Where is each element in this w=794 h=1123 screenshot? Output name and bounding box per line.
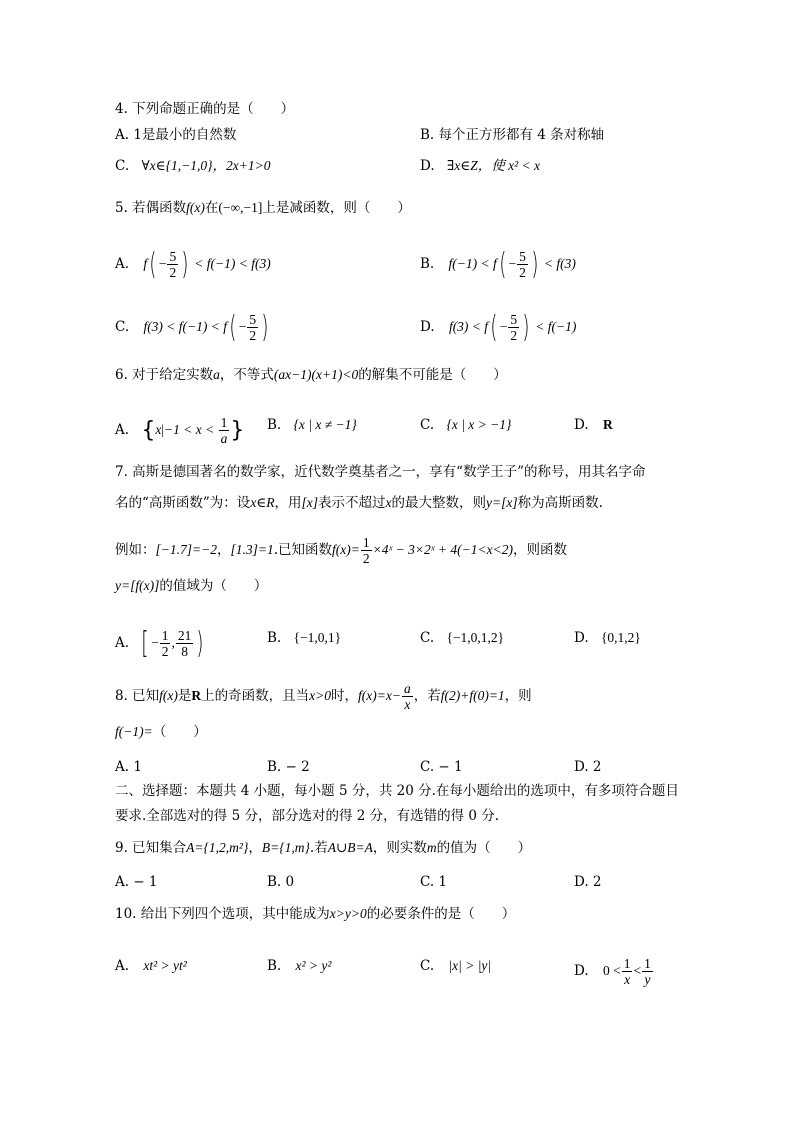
q5-option-a: A. f( − $\frac{5}{2}$ ) < f(−1) < f(3) xyxy=(115,246,271,282)
q7-line-4 xyxy=(115,576,267,596)
q7-option-a: A. [ − $\frac{1}{2}$ , $\frac{21}{8}$ ) xyxy=(115,625,204,661)
q5-c-label: C. xyxy=(115,319,130,335)
q7-l2-math4: y=[x] xyxy=(486,495,518,510)
q5-option-d: D. f(3) < f( − $\frac{5}{2}$ ) < f(−1) xyxy=(420,309,577,345)
q7-l3-text3: .已知函数 xyxy=(273,542,333,558)
q8-option-c: C. − 1 xyxy=(420,759,463,775)
q8-stem-cond: x>0 xyxy=(309,688,332,703)
q4-c-math: ∀x∈{1,−1,0}，2x+1>0 xyxy=(141,158,271,173)
q4-d-label: D. xyxy=(420,158,435,174)
q6-option-b: B. {x | x ≠ −1} xyxy=(267,417,357,433)
q9-option-a: A. − 1 xyxy=(115,874,158,890)
q4-option-d xyxy=(420,156,540,176)
q6-stem-var: a xyxy=(213,367,220,382)
q5-a-den: 2 xyxy=(169,265,177,280)
q6-option-c: C. {x | x > −1} xyxy=(420,417,512,433)
q8-option-a: A. 1 xyxy=(115,759,142,775)
q5-stem xyxy=(115,198,411,218)
q5-stem-text2: 在 xyxy=(204,200,219,216)
q6-d-value: R xyxy=(602,417,613,432)
q7-l2-text3: 表示不超过 xyxy=(318,495,386,511)
q10-stem xyxy=(115,904,515,924)
q9-stem-setB: B={1,m} xyxy=(261,840,310,855)
q9-stem-text5: 的值为（ ） xyxy=(436,840,532,856)
q7-option-d xyxy=(574,628,641,648)
q7-l2-text4: 的最大整数，则 xyxy=(391,495,487,511)
q8-stem-text5: ，若 xyxy=(413,688,441,704)
section2-line-2: 要求.全部选对的得 5 分，部分选对的得 2 分，有选错的得 0 分. xyxy=(115,808,500,824)
q10-d-pre: 0 < xyxy=(602,963,621,978)
q6-option-a: A. {x|−1 < x < $\frac{1}{a}$ } xyxy=(115,415,245,446)
q6-b-label: B. xyxy=(267,417,282,433)
q7-l3-text2: ， xyxy=(216,542,231,558)
q8-option-d: D. 2 xyxy=(574,759,602,775)
q7-l3-text: 例如： xyxy=(115,542,156,558)
q5-c-num: 5 xyxy=(249,312,257,327)
q4-option-b: B. 每个正方形都有 4 条对称轴 xyxy=(420,127,605,143)
q5-a-label: A. xyxy=(115,256,130,272)
q7-l2-math1: x∈R xyxy=(250,495,275,510)
q8-stem: 8. 已知f(x)是R上的奇函数，且当x>0时，f(x)=x− $\frac{a}{x}$ ，若f(2)+f(0)=1，则 xyxy=(115,681,532,712)
q6-a-label: A. xyxy=(115,422,130,438)
q7-l2-text5: 称为高斯函数. xyxy=(517,495,603,511)
q10-b-label: B. xyxy=(267,958,282,974)
q9-stem-text4: ，则实数 xyxy=(372,840,427,856)
q7-l3-math3: f(x)= xyxy=(332,542,360,557)
q7-c-label: C. xyxy=(420,630,435,646)
q7-l2-math3: x xyxy=(385,495,392,510)
q8-stem-fx2: f(x)=x− xyxy=(358,688,401,703)
q10-b-value: x² > y² xyxy=(295,958,332,973)
q6-c-label: C. xyxy=(420,417,435,433)
q6-option-d xyxy=(574,415,613,435)
q8-stem-eq: f(2)+f(0)=1 xyxy=(440,688,505,703)
q5-b-num: 5 xyxy=(519,249,526,264)
q7-l3-math1: [−1.7]=−2 xyxy=(155,542,217,557)
q8-stem-text6: ，则 xyxy=(504,688,532,704)
q7-b-label: B. xyxy=(267,630,282,646)
q9-stem-setA: A={1,2,m²} xyxy=(186,840,249,855)
q8-l2-math: f(−1)= xyxy=(115,724,153,739)
q10-option-b xyxy=(267,956,331,976)
q9-stem-text2: ， xyxy=(248,840,262,856)
q4-d-math: ∃x∈Z，使 x² < x xyxy=(446,158,541,173)
q7-l4-text: 的值域为（ ） xyxy=(159,578,268,594)
q10-stem-cond: x>y>0 xyxy=(329,906,367,921)
q6-stem-text3: 的解集不可能是（ ） xyxy=(358,367,507,383)
q7-line-1: 7. 高斯是德国著名的数学家，近代数学奠基者之一，享有“数学王子”的称号，用其名字命 xyxy=(115,464,646,480)
q8-line-2 xyxy=(115,722,207,742)
q8-stem-fx: f(x) xyxy=(159,688,178,703)
q6-stem-text: 6. 对于给定实数 xyxy=(115,367,214,383)
q9-option-b: B. 0 xyxy=(267,874,295,890)
q7-l4-math: y=[f(x)] xyxy=(115,578,160,593)
q10-a-value: xt² > yt² xyxy=(143,958,187,973)
q4-option-c xyxy=(115,156,270,176)
q5-stem-text: 5. 若偶函数 xyxy=(115,200,187,216)
q9-option-d: D. 2 xyxy=(574,874,602,890)
q5-b-den: 2 xyxy=(519,265,526,280)
q5-a-num: 5 xyxy=(169,249,177,264)
q7-l3-math2: [1.3]=1 xyxy=(230,542,274,557)
q8-stem-R: R xyxy=(191,688,202,703)
q5-stem-text3: 上是减函数，则（ ） xyxy=(262,200,411,216)
q9-option-c: C. 1 xyxy=(420,874,448,890)
q5-d-label: D. xyxy=(420,319,435,335)
q7-b-value: {−1,0,1} xyxy=(293,630,342,645)
q4-stem: 4. 下列命题正确的是（ ） xyxy=(115,101,295,117)
q7-l2-text2: ，用 xyxy=(274,495,302,511)
q9-stem-union: A∪B=A xyxy=(327,840,373,855)
q9-stem-text3: .若 xyxy=(309,840,328,856)
q7-option-b xyxy=(267,628,341,648)
q7-l3-text4: ，则函数 xyxy=(512,542,567,558)
q7-option-c xyxy=(420,628,504,648)
q4-option-a: A. 1是最小的自然数 xyxy=(115,127,237,143)
q10-d-label: D. xyxy=(574,963,589,979)
q8-option-b: B. − 2 xyxy=(267,759,310,775)
q7-d-value: {0,1,2} xyxy=(600,630,641,645)
q4-c-label: C. xyxy=(115,158,130,174)
q10-option-c xyxy=(420,956,491,976)
section2-line-1: 二、选择题：本题共 4 小题，每小题 5 分，共 20 分.在每小题给出的选项中，有多项符合题目 xyxy=(115,783,679,799)
q8-stem-text4: 时， xyxy=(331,688,359,704)
q10-a-label: A. xyxy=(115,958,130,974)
q5-option-c: C. f(3) < f(−1) < f( − $\frac{5}{2}$ ) xyxy=(115,309,269,345)
q7-a-label: A. xyxy=(115,635,130,651)
q6-stem-text2: ，不等式 xyxy=(219,367,274,383)
q5-option-b: B. f(−1) < f( − $\frac{5}{2}$ ) < f(3) xyxy=(420,246,576,282)
q7-l2-math2: [x] xyxy=(301,495,319,510)
q9-stem-text: 9. 已知集合 xyxy=(115,840,187,856)
q9-stem-m: m xyxy=(426,840,437,855)
q9-stem xyxy=(115,838,531,858)
q6-stem-ineq: (ax−1)(x+1)<0 xyxy=(273,367,359,382)
q7-line-2 xyxy=(115,493,603,513)
q6-stem xyxy=(115,365,507,385)
q5-stem-interval: (−∞,−1] xyxy=(218,200,263,215)
q6-d-label: D. xyxy=(574,417,589,433)
q7-l3-math4: ×4ˣ − 3×2ˣ + 4(−1<x<2) xyxy=(372,542,513,557)
q10-option-d: D. 0 < $\frac{1}{x}$ < $\frac{1}{y}$ xyxy=(574,956,651,987)
q8-stem-text3: 上的奇函数，且当 xyxy=(201,688,310,704)
q10-stem-text2: 的必要条件的是（ ） xyxy=(366,906,516,922)
q10-stem-text: 10. 给出下列四个选项，其中能成为 xyxy=(115,906,330,922)
q7-c-value: {−1,0,1,2} xyxy=(446,630,505,645)
q5-b-label: B. xyxy=(420,256,435,272)
q5-d-den: 2 xyxy=(510,328,518,343)
q8-stem-text: 8. 已知 xyxy=(115,688,160,704)
q7-d-label: D. xyxy=(574,630,589,646)
q7-line-3: 例如：[−1.7]=−2，[1.3]=1.已知函数f(x)= $\frac{1}{2}$ ×4ˣ − 3×2ˣ + 4(−1<x<2)，则函数 xyxy=(115,535,567,566)
q5-stem-fx: f(x) xyxy=(186,200,205,215)
q8-l2-text: （ ） xyxy=(152,724,207,740)
q5-d-num: 5 xyxy=(510,312,518,327)
q5-c-den: 2 xyxy=(249,328,257,343)
q10-c-value: |x| > |y| xyxy=(448,958,492,973)
q7-l2-text: 名的“高斯函数”为：设 xyxy=(115,495,251,511)
q8-stem-text2: 是 xyxy=(177,688,192,704)
q10-option-a xyxy=(115,956,187,976)
q10-c-label: C. xyxy=(420,958,435,974)
